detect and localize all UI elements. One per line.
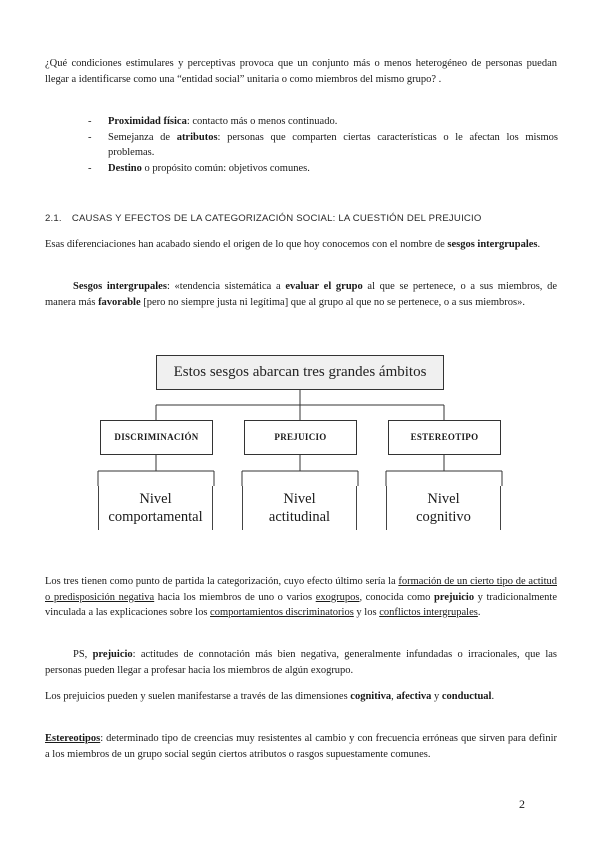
paragraph-text: .	[491, 691, 495, 702]
list-dash: -	[88, 131, 92, 143]
level-kind: actitudinal	[268, 509, 331, 525]
bold-evaluar: evaluar el grupo	[285, 281, 363, 292]
diagram-top-box: Estos sesgos abarcan tres grandes ámbitos	[156, 355, 444, 390]
bold-conductual: conductual	[441, 691, 492, 702]
list-item	[88, 130, 558, 161]
paragraph-text: Los tres tienen como punto de partida la categorización, cuyo efecto último sería la	[45, 576, 399, 587]
list-text: : personas que comparten ciertas características o le afectan los mismos problemas.	[108, 131, 559, 158]
term-sesgos: sesgos intergrupales	[447, 239, 538, 250]
level-kind: comportamental	[108, 509, 203, 525]
paragraph-prefix: PS,	[73, 649, 93, 660]
definition-text: al que se pertenece, o a sus miembros, de manera más	[45, 281, 557, 308]
paragraph-origin	[45, 237, 557, 253]
diagram-level-cognitivo	[386, 486, 501, 530]
definition-text: : «tendencia sistemática a	[166, 281, 286, 292]
paragraph-estereotipos	[45, 731, 557, 762]
paragraph-text: .	[477, 607, 481, 618]
term-estereotipos: Estereotipos	[45, 733, 101, 744]
section-number: 2.1.	[45, 213, 62, 224]
term-sesgos-intergrupales: Sesgos intergrupales	[73, 281, 167, 292]
underlined-comportamientos: comportamientos discriminatorios	[210, 607, 354, 618]
paragraph-categorization	[45, 574, 557, 621]
definition-text: [pero no siempre justa ni legítima] que al grupo al que no se pertenece, o a sus miembros».	[140, 296, 525, 308]
underlined-formacion: formación de un cierto tipo de actitud o predisposición negativa	[45, 576, 557, 603]
bold-favorable: favorable	[98, 296, 141, 308]
diagram-level-comportamental	[98, 486, 213, 530]
level-word: Nivel	[427, 491, 460, 507]
diagram-discriminacion-box: DISCRIMINACIÓN	[100, 420, 213, 455]
paragraph-prejuicio-def	[45, 647, 557, 678]
paragraph-text: y los	[353, 607, 380, 618]
paragraph-text: Los prejuicios pueden y suelen manifestarse a través de las dimensiones	[45, 691, 351, 702]
underlined-conflictos: conflictos intergrupales	[379, 607, 478, 618]
list-dash: -	[88, 162, 92, 174]
level-kind: cognitivo	[416, 509, 471, 525]
paragraph-text: : determinado tipo de creencias muy resistentes al cambio y con frecuencia erróneas que sirven para definir a los miembros de un grupo social según ciertos atributos o rasgos supuestamente comunes.	[45, 733, 557, 760]
list-item	[88, 161, 558, 177]
paragraph-text: hacia los miembros de uno o varios	[154, 591, 316, 603]
paragraph-text: y	[431, 691, 442, 702]
section-heading	[45, 211, 565, 227]
intro-question: ¿Qué condiciones estimulares y perceptivas provoca que un conjunto más o menos heterogéneo de personas puedan llegar a identificarse como una “entidad social” unitaria o como miembros del mismo grupo? .	[45, 58, 557, 85]
list-item	[88, 114, 558, 130]
paragraph-text: y tradicionalmente vinculada a las explicaciones sobre los	[45, 591, 558, 618]
diagram-estereotipo-box: ESTEREOTIPO	[388, 420, 501, 455]
bold-prejuicio: prejuicio	[434, 591, 475, 603]
paragraph-definition	[45, 279, 557, 310]
bold-afectiva: afectiva	[396, 691, 432, 702]
list-term: Destino	[108, 162, 142, 174]
list-term: atributos	[176, 131, 218, 143]
paragraph-end: .	[537, 239, 541, 250]
page-number: 2	[519, 797, 525, 811]
list-lead: Semejanza de	[108, 131, 177, 143]
underlined-exogrupos: exogrupos	[315, 591, 360, 603]
level-word: Nivel	[283, 491, 316, 507]
list-term: Proximidad física	[108, 116, 187, 127]
bold-cognitiva: cognitiva	[350, 691, 392, 702]
level-word: Nivel	[139, 491, 172, 507]
list-text: o propósito común: objetivos comunes.	[141, 162, 310, 174]
conditions-list	[88, 114, 558, 176]
paragraph-text: : actitudes de connotación más bien negativa, generalmente infundadas o irracionales, que las personas pueden llegar a profesar hacia los miembros de algún exogrupo.	[45, 649, 557, 676]
diagram-level-actitudinal	[242, 486, 357, 530]
section-title: CAUSAS Y EFECTOS DE LA CATEGORIZACIÓN SOCIAL: LA CUESTIÓN DEL PREJUICIO	[71, 213, 482, 224]
diagram-prejuicio-box: PREJUICIO	[244, 420, 357, 455]
paragraph-text: , conocida como	[359, 591, 435, 603]
paragraph-dimensions	[45, 689, 557, 705]
paragraph-text: ,	[391, 691, 397, 702]
bold-prejuicio-term: prejuicio	[92, 649, 133, 660]
list-dash: -	[88, 116, 92, 127]
paragraph-text: Esas diferenciaciones han acabado siendo el origen de lo que hoy conocemos con el nombre de	[45, 239, 448, 250]
list-text: : contacto más o menos continuado.	[186, 116, 338, 127]
